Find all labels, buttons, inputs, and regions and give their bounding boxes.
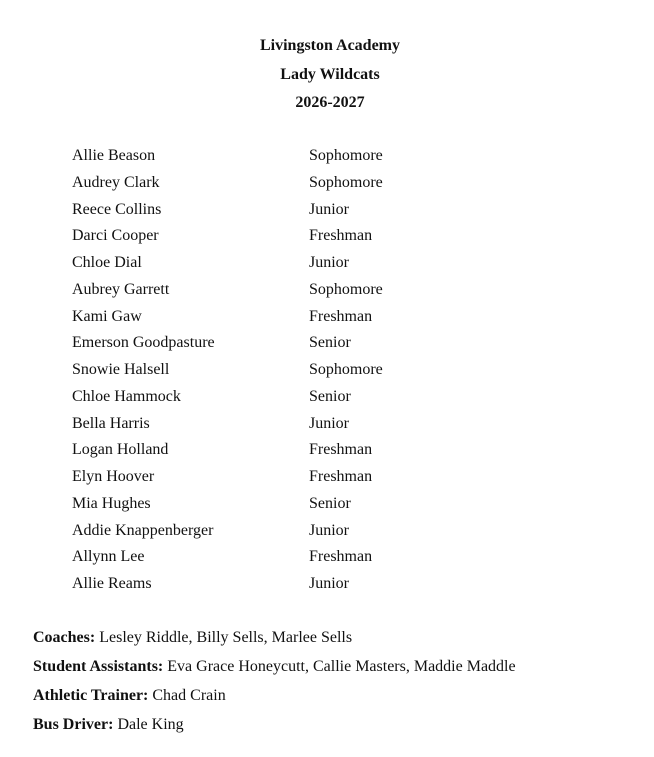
player-grade: Freshman: [309, 227, 373, 245]
roster-row: [72, 384, 592, 411]
player-name: Allynn Lee: [72, 548, 145, 566]
roster-row: [72, 197, 592, 224]
player-name: Snowie Halsell: [72, 361, 170, 378]
player-name: Reece Collins: [72, 200, 162, 218]
player-name: Aubrey Garrett: [72, 280, 170, 298]
player-grade: Junior: [309, 254, 349, 271]
player-grade: Junior: [309, 575, 349, 592]
roster-row: [72, 491, 592, 518]
player-name: Emerson Goodpasture: [72, 334, 215, 352]
player-grade: Sophomore: [309, 173, 383, 191]
roster-row: [72, 437, 592, 464]
roster-row: [72, 143, 592, 170]
player-name: Kami Gaw: [72, 307, 142, 325]
roster-row: [72, 250, 592, 277]
roster-row: [72, 330, 592, 357]
document-header: [0, 32, 654, 118]
roster-row: [72, 464, 592, 491]
player-grade: Sophomore: [309, 280, 383, 298]
roster-row: [72, 277, 592, 304]
staff-names: Lesley Riddle, Billy Sells, Marlee Sells: [95, 629, 353, 646]
staff-list: [33, 623, 643, 739]
player-grade: Senior: [309, 387, 351, 405]
roster-row: [72, 304, 592, 331]
roster-row: [72, 571, 592, 598]
player-name: Addie Knappenberger: [72, 521, 214, 539]
school-name: Livingston Academy: [259, 37, 400, 54]
season-years: 2026-2027: [295, 94, 365, 111]
player-name: Chloe Dial: [72, 254, 142, 271]
player-grade: Junior: [309, 200, 349, 218]
team-name: Lady Wildcats: [280, 65, 380, 83]
staff-names: Eva Grace Honeycutt, Callie Masters, Maddie Maddle: [163, 658, 516, 675]
player-grade: Senior: [309, 494, 351, 512]
player-name: Logan Holland: [72, 441, 169, 459]
player-name: Darci Cooper: [72, 227, 159, 245]
staff-names: Chad Crain: [148, 687, 226, 704]
roster-row: [72, 411, 592, 438]
roster-row: [72, 170, 592, 197]
player-name: Mia Hughes: [72, 494, 151, 512]
player-grade: Freshman: [309, 307, 373, 325]
player-name: Bella Harris: [72, 414, 150, 432]
staff-line: [33, 623, 643, 652]
player-grade: Freshman: [309, 441, 373, 459]
player-grade: Sophomore: [309, 361, 383, 378]
player-name: Chloe Hammock: [72, 387, 181, 405]
staff-role-label: Student Assistants:: [33, 658, 164, 675]
staff-line: [33, 710, 643, 739]
roster-row: [72, 544, 592, 571]
player-grade: Junior: [309, 521, 349, 539]
player-grade: Sophomore: [309, 147, 383, 164]
staff-line: [33, 652, 643, 681]
player-grade: Junior: [309, 414, 349, 432]
player-name: Audrey Clark: [72, 173, 160, 191]
staff-role-label: Coaches:: [33, 629, 96, 646]
player-grade: Freshman: [309, 468, 373, 485]
roster-row: [72, 223, 592, 250]
player-name: Allie Reams: [72, 575, 152, 592]
staff-role-label: Bus Driver:: [33, 716, 114, 733]
player-name: Allie Beason: [72, 147, 156, 164]
player-name: Elyn Hoover: [72, 468, 155, 485]
staff-role-label: Athletic Trainer:: [33, 687, 149, 704]
roster-list: [72, 143, 592, 598]
staff-line: [33, 681, 643, 710]
roster-row: [72, 357, 592, 384]
staff-names: Dale King: [113, 716, 184, 733]
player-grade: Senior: [309, 334, 351, 352]
roster-row: [72, 518, 592, 545]
player-grade: Freshman: [309, 548, 373, 566]
